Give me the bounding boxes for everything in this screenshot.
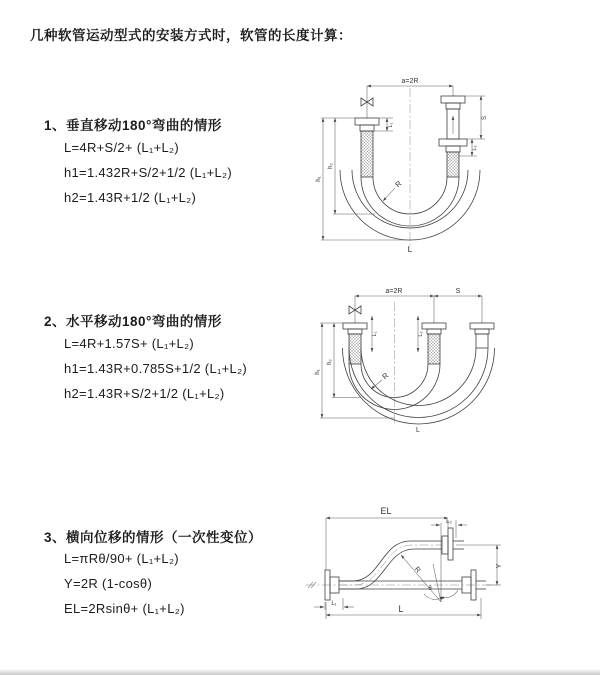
dim-label-s: S — [455, 288, 461, 295]
section-1-heading: 1、垂直移动180°弯曲的情形 — [44, 118, 222, 133]
formula-line: L=πRθ/90+ (L₁+L₂) — [64, 551, 179, 566]
dim-label-l1: L₁ — [372, 331, 378, 337]
section-3-heading: 3、横向位移的情形（一次性变位） — [44, 530, 263, 545]
dim-label-y: Y — [496, 563, 503, 569]
braided-hose — [447, 152, 459, 177]
formula-line: EL=2Rsinθ+ (L₁+L₂) — [64, 601, 185, 616]
right-flange-upper — [442, 528, 464, 560]
dim-label-l2: L₂ — [446, 519, 452, 525]
formula-line: h2=1.43R+1/2 (L₁+L₂) — [64, 190, 197, 205]
dim-l1 — [314, 598, 354, 610]
dim-l2 — [418, 316, 424, 352]
radius-callout — [383, 179, 404, 201]
formula-line: h1=1.432R+S/2+1/2 (L₁+L₂) — [64, 165, 232, 180]
dim-label-width: a=2R — [385, 288, 403, 295]
page-title: 几种软管运动型式的安装方式时，软管的长度计算： — [30, 28, 352, 43]
section-2-heading: 2、水平移动180°弯曲的情形 — [44, 314, 222, 329]
dim-label-l2: L₂ — [472, 145, 478, 151]
dim-label-l: L — [398, 604, 404, 614]
dim-label-l2: L₂ — [418, 331, 424, 337]
dim-label-l: L — [416, 427, 420, 434]
formula-line: Y=2R (1-cosθ) — [64, 576, 153, 591]
pipe — [476, 334, 488, 348]
curved-hose — [339, 541, 442, 589]
right-flange — [470, 323, 494, 334]
dim-label-h1: h₁ — [316, 176, 322, 182]
dim-l1 — [373, 118, 394, 131]
dim-width — [367, 78, 453, 86]
dim-label-r: R — [380, 370, 391, 382]
angle-construction — [401, 523, 458, 602]
formula-line: h1=1.43R+0.785S+1/2 (L₁+L₂) — [64, 361, 248, 376]
middle-flange — [422, 323, 446, 334]
dim-label-el: EL — [380, 506, 392, 516]
dim-label-h2: h₂ — [328, 163, 334, 169]
formula-line: L=4R+S/2+ (L₁+L₂) — [64, 140, 179, 155]
dim-l1 — [372, 316, 378, 352]
dim-label-l: L — [407, 244, 413, 254]
hose-bend-arcs — [343, 348, 495, 424]
dim-label-r: R — [412, 565, 422, 575]
braided-hose — [349, 334, 361, 364]
dim-width — [355, 288, 434, 296]
dim-l2 — [459, 139, 478, 156]
dim-s — [465, 96, 488, 139]
diagram-vertical-bend — [315, 72, 590, 262]
dim-s — [434, 288, 482, 296]
right-flange-upper — [441, 96, 465, 109]
right-flange-lower — [439, 139, 467, 152]
dim-label-s: S — [482, 115, 488, 121]
dim-label-h1: h₁ — [315, 369, 321, 375]
dim-l — [326, 598, 481, 619]
dim-label-h2: h₂ — [327, 359, 333, 365]
radius-callout — [371, 371, 391, 389]
diagram-lateral-displacement — [298, 498, 598, 655]
dim-y — [456, 545, 503, 585]
dim-label-r: R — [393, 178, 404, 190]
dim-label-theta: θ — [428, 586, 432, 592]
left-flange — [343, 323, 367, 334]
dim-label-l1: L₁ — [331, 601, 337, 607]
braided-hose — [361, 131, 373, 177]
dim-l2 — [431, 519, 467, 538]
dim-label-width: a=2R — [401, 78, 419, 85]
formula-line: h2=1.43R+S/2+1/2 (L₁+L₂) — [64, 386, 225, 401]
formula-line: L=4R+1.57S+ (L₁+L₂) — [64, 336, 195, 351]
page-bottom-shade — [0, 669, 600, 675]
left-flange — [355, 118, 379, 131]
diagram-horizontal-bend — [310, 282, 590, 459]
braided-hose — [428, 334, 440, 364]
dim-label-l1: L₁ — [388, 122, 394, 128]
dim-el — [326, 506, 448, 570]
